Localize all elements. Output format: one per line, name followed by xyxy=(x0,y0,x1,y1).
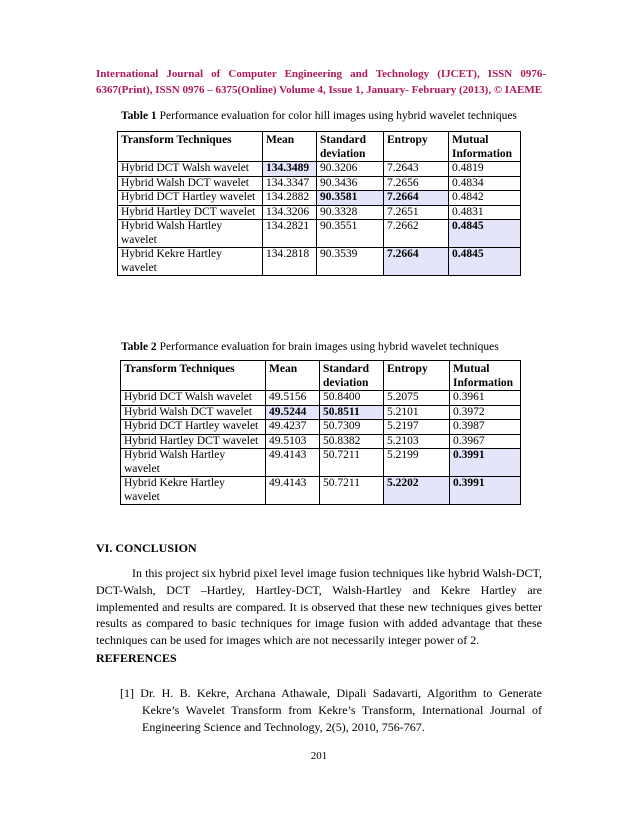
table1-caption xyxy=(121,109,517,123)
table2-label: Table 2 xyxy=(121,341,157,353)
table-cell: Hybrid Hartley DCT wavelet xyxy=(118,205,263,220)
table-cell: 90.3328 xyxy=(317,205,384,220)
table-row xyxy=(118,176,521,191)
table-cell: 49.4143 xyxy=(266,449,320,477)
table-cell: 90.3551 xyxy=(317,220,384,248)
table-cell-best: 7.2664 xyxy=(384,191,449,206)
table-cell-best: 0.4845 xyxy=(449,248,521,276)
table-cell: 50.7309 xyxy=(320,420,384,435)
table-cell: 7.2656 xyxy=(384,176,449,191)
table2-col-header: Mean xyxy=(266,361,320,391)
table-cell: 0.3967 xyxy=(450,434,521,449)
journal-header: International Journal of Computer Engineering and Technology (IJCET), ISSN 0976-6367(Print), ISSN 0976 – 6375(Online) Volume 4, Issue 1, January- February (2013), © IAEME xyxy=(96,68,546,96)
table-cell-best: 7.2664 xyxy=(384,248,449,276)
table-cell: 7.2643 xyxy=(384,162,449,177)
table-cell: 5.2197 xyxy=(384,420,450,435)
table-row xyxy=(121,391,521,406)
table2-caption xyxy=(121,340,499,354)
table-cell: 134.2818 xyxy=(263,248,317,276)
table-cell: 50.8400 xyxy=(320,391,384,406)
conclusion-text: In this project six hybrid pixel level image fusion techniques like hybrid Walsh-DCT, DCT-Walsh, DCT –Hartley, Hartley-DCT, Walsh-Hartley and Kekre Hartley are implemented and results are compared. It is observed that these new techniques gives better results as compared to basic techniques for image fusion with added advantage that these techniques can be used for images which are not necessarily integer power of 2. xyxy=(96,566,542,648)
table-cell-best: 0.3991 xyxy=(450,477,521,505)
table-cell: Hybrid Walsh DCT wavelet xyxy=(118,176,263,191)
table-cell-best: 90.3581 xyxy=(317,191,384,206)
table2-caption-text: Performance evaluation for brain images using hybrid wavelet techniques xyxy=(156,341,499,353)
table1-col-header: Transform Techniques xyxy=(118,132,263,162)
table-cell: Hybrid DCT Hartley wavelet xyxy=(121,420,266,435)
table-cell: 0.4819 xyxy=(449,162,521,177)
table-cell: Hybrid DCT Walsh wavelet xyxy=(118,162,263,177)
table-cell: 50.7211 xyxy=(320,477,384,505)
table-cell: 5.2103 xyxy=(384,434,450,449)
table-cell: 5.2101 xyxy=(384,405,450,420)
table-cell: Hybrid Walsh Hartley wavelet xyxy=(121,449,266,477)
table2-col-header: Standard deviation xyxy=(320,361,384,391)
table-cell-best: 134.3489 xyxy=(263,162,317,177)
references-heading: REFERENCES xyxy=(96,651,177,665)
table-cell: 134.3206 xyxy=(263,205,317,220)
table-cell: 134.3347 xyxy=(263,176,317,191)
table-cell: 0.3987 xyxy=(450,420,521,435)
table1 xyxy=(117,131,521,276)
table-cell: 50.8382 xyxy=(320,434,384,449)
table-row xyxy=(121,477,521,505)
table2 xyxy=(120,360,521,505)
table-cell-best: 49.5244 xyxy=(266,405,320,420)
table-cell: 49.5156 xyxy=(266,391,320,406)
table2-col-header: Mutual Information xyxy=(450,361,521,391)
table-row xyxy=(121,420,521,435)
table1-col-header: Standard deviation xyxy=(317,132,384,162)
table-row xyxy=(118,205,521,220)
table-cell-best: 5.2202 xyxy=(384,477,450,505)
table1-header-row xyxy=(118,132,521,162)
table-row xyxy=(118,248,521,276)
reference-item: [1] Dr. H. B. Kekre, Archana Athawale, Dipali Sadavarti, Algorithm to Generate Kekre’s Wavelet Transform from Kekre’s Transform, International Journal of Engineering Science and Technology, 2(5), 2010, 756-767. xyxy=(120,686,542,734)
table-row xyxy=(118,220,521,248)
table-cell: 0.4842 xyxy=(449,191,521,206)
table2-col-header: Entropy xyxy=(384,361,450,391)
table-cell-best: 0.3991 xyxy=(450,449,521,477)
table-cell: 50.7211 xyxy=(320,449,384,477)
table-cell: Hybrid DCT Hartley wavelet xyxy=(118,191,263,206)
table-cell: 134.2882 xyxy=(263,191,317,206)
table-cell: 0.4831 xyxy=(449,205,521,220)
table-cell: 0.3972 xyxy=(450,405,521,420)
table-cell: 49.5103 xyxy=(266,434,320,449)
table-cell: Hybrid Walsh DCT wavelet xyxy=(121,405,266,420)
table-cell: 7.2662 xyxy=(384,220,449,248)
table-cell: 7.2651 xyxy=(384,205,449,220)
table1-col-header: Mutual Information xyxy=(449,132,521,162)
table-row xyxy=(121,449,521,477)
table-cell: 5.2075 xyxy=(384,391,450,406)
table-cell: Hybrid Walsh Hartley wavelet xyxy=(118,220,263,248)
table-cell-best: 50.8511 xyxy=(320,405,384,420)
table-cell: Hybrid Hartley DCT wavelet xyxy=(121,434,266,449)
table-row xyxy=(118,162,521,177)
table-cell: 49.4143 xyxy=(266,477,320,505)
table1-col-header: Mean xyxy=(263,132,317,162)
table1-label: Table 1 xyxy=(121,110,157,122)
table-row xyxy=(121,434,521,449)
table1-col-header: Entropy xyxy=(384,132,449,162)
conclusion-paragraph xyxy=(96,565,542,649)
table-cell: 0.3961 xyxy=(450,391,521,406)
table2-col-header: Transform Techniques xyxy=(121,361,266,391)
table-cell: 90.3206 xyxy=(317,162,384,177)
table-cell-best: 0.4845 xyxy=(449,220,521,248)
page-number: 201 xyxy=(310,750,328,762)
table-cell: Hybrid DCT Walsh wavelet xyxy=(121,391,266,406)
table-cell: 134.2821 xyxy=(263,220,317,248)
table-cell: Hybrid Kekre Hartley wavelet xyxy=(121,477,266,505)
table2-header-row xyxy=(121,361,521,391)
table-row xyxy=(118,191,521,206)
table-cell: 5.2199 xyxy=(384,449,450,477)
table-row xyxy=(121,405,521,420)
conclusion-heading: VI. CONCLUSION xyxy=(96,541,197,555)
table-cell: 49.4237 xyxy=(266,420,320,435)
table1-caption-text: Performance evaluation for color hill images using hybrid wavelet techniques xyxy=(156,110,517,122)
table-cell: 90.3436 xyxy=(317,176,384,191)
table-cell: 90.3539 xyxy=(317,248,384,276)
table-cell: 0.4834 xyxy=(449,176,521,191)
table-cell: Hybrid Kekre Hartley wavelet xyxy=(118,248,263,276)
